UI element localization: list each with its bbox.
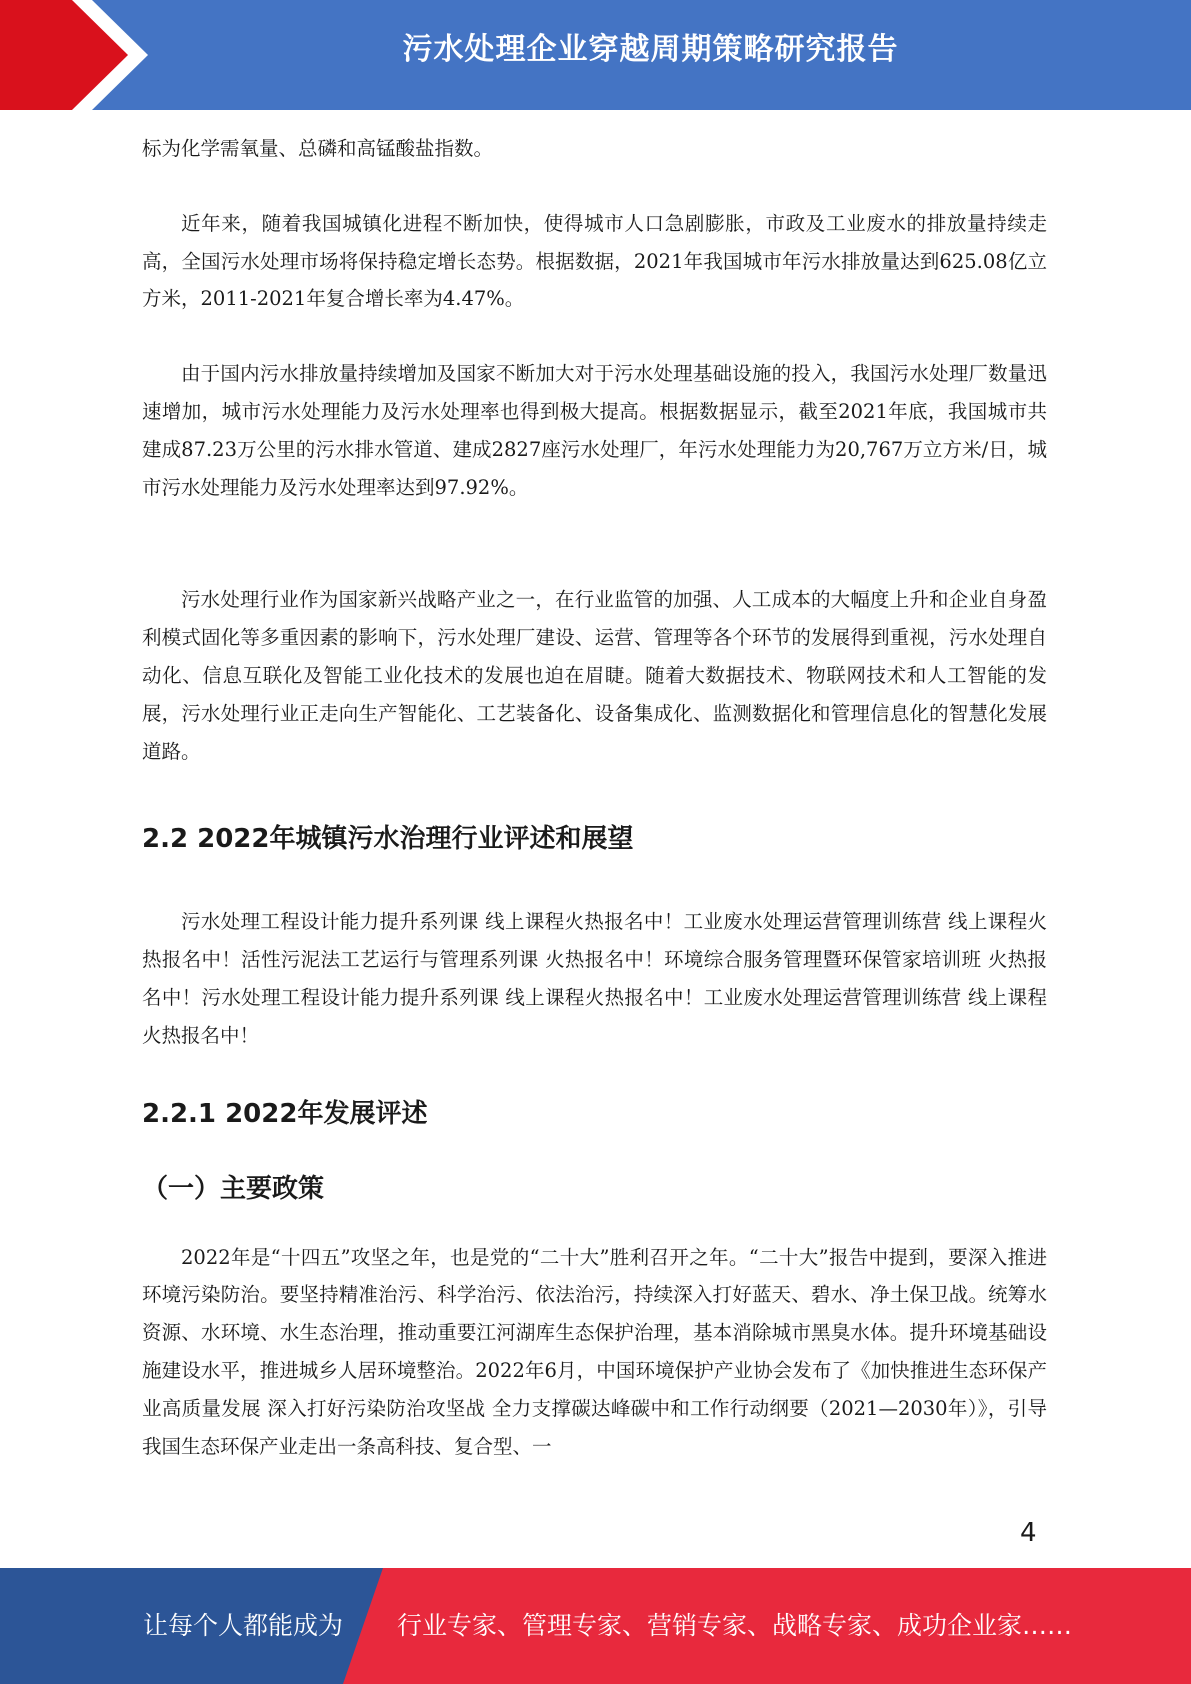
header-title: 污水处理企业穿越周期策略研究报告 (402, 32, 899, 67)
paragraph: 由于国内污水排放量持续增加及国家不断加大对于污水处理基础设施的投入，我国污水处理厂数量迅速增加，城市污水处理能力及污水处理率也得到极大提高。根据数据显示，截至2021年底，我国城市共建成87.23万公里的污水排水管道、建成2827座污水处理厂，年污水处理能力为20,767万立方米/日，城市污水处理能力及污水处理率达到97.92%。 (142, 362, 1047, 499)
paragraph: 标为化学需氧量、总磷和高锰酸盐指数。 (142, 137, 494, 160)
section-heading: 2.2 2022年城镇污水治理行业评述和展望 (142, 824, 634, 855)
page-footer (0, 1568, 1191, 1684)
policy-heading: （一）主要政策 (142, 1173, 325, 1204)
paragraph: 近年来，随着我国城镇化进程不断加快，使得城市人口急剧膨胀，市政及工业废水的排放量持续走高，全国污水处理市场将保持稳定增长态势。根据数据，2021年我国城市年污水排放量达到625.08亿立方米，2011-2021年复合增长率为4.47%。 (142, 211, 1047, 311)
paragraph: 污水处理工程设计能力提升系列课 线上课程火热报名中！工业废水处理运营管理训练营 线上课程火热报名中！活性污泥法工艺运行与管理系列课 火热报名中！环境综合服务管理暨环保管家培训班 火热报名中！污水处理工程设计能力提升系列课 线上课程火热报名中！工业废水处理运营管理训练营 线上课程火热报名中！ (142, 910, 1047, 1047)
footer-slogan-left: 让每个人都能成为 (143, 1611, 344, 1640)
footer-slogan-right: 行业专家、管理专家、营销专家、战略专家、成功企业家…… (397, 1611, 1073, 1640)
page-header (0, 0, 1191, 110)
document-body (142, 130, 1047, 1465)
page-number: 4 (1020, 1518, 1037, 1548)
subsection-heading: 2.2.1 2022年发展评述 (142, 1098, 428, 1129)
paragraph: 污水处理行业作为国家新兴战略产业之一，在行业监管的加强、人工成本的大幅度上升和企业自身盈利模式固化等多重因素的影响下，污水处理厂建设、运营、管理等各个环节的发展得到重视，污水处理自动化、信息互联化及智能工业化技术的发展也迫在眉睫。随着大数据技术、物联网技术和人工智能的发展，污水处理行业正走向生产智能化、工艺装备化、设备集成化、监测数据化和管理信息化的智慧化发展道路。 (142, 588, 1047, 763)
paragraph: 2022年是“十四五”攻坚之年，也是党的“二十大”胜利召开之年。“二十大”报告中提到，要深入推进环境污染防治。要坚持精准治污、科学治污、依法治污，持续深入打好蓝天、碧水、净土保卫战。统筹水资源、水环境、水生态治理，推动重要江河湖库生态保护治理，基本消除城市黑臭水体。提升环境基础设施建设水平，推进城乡人居环境整治。2022年6月，中国环境保护产业协会发布了《加快推进生态环保产业高质量发展 深入打好污染防治攻坚战 全力支撑碳达峰碳中和工作行动纲要（2021—2030年）》，引导我国生态环保产业走出一条高科技、复合型、一 (142, 1245, 1047, 1458)
